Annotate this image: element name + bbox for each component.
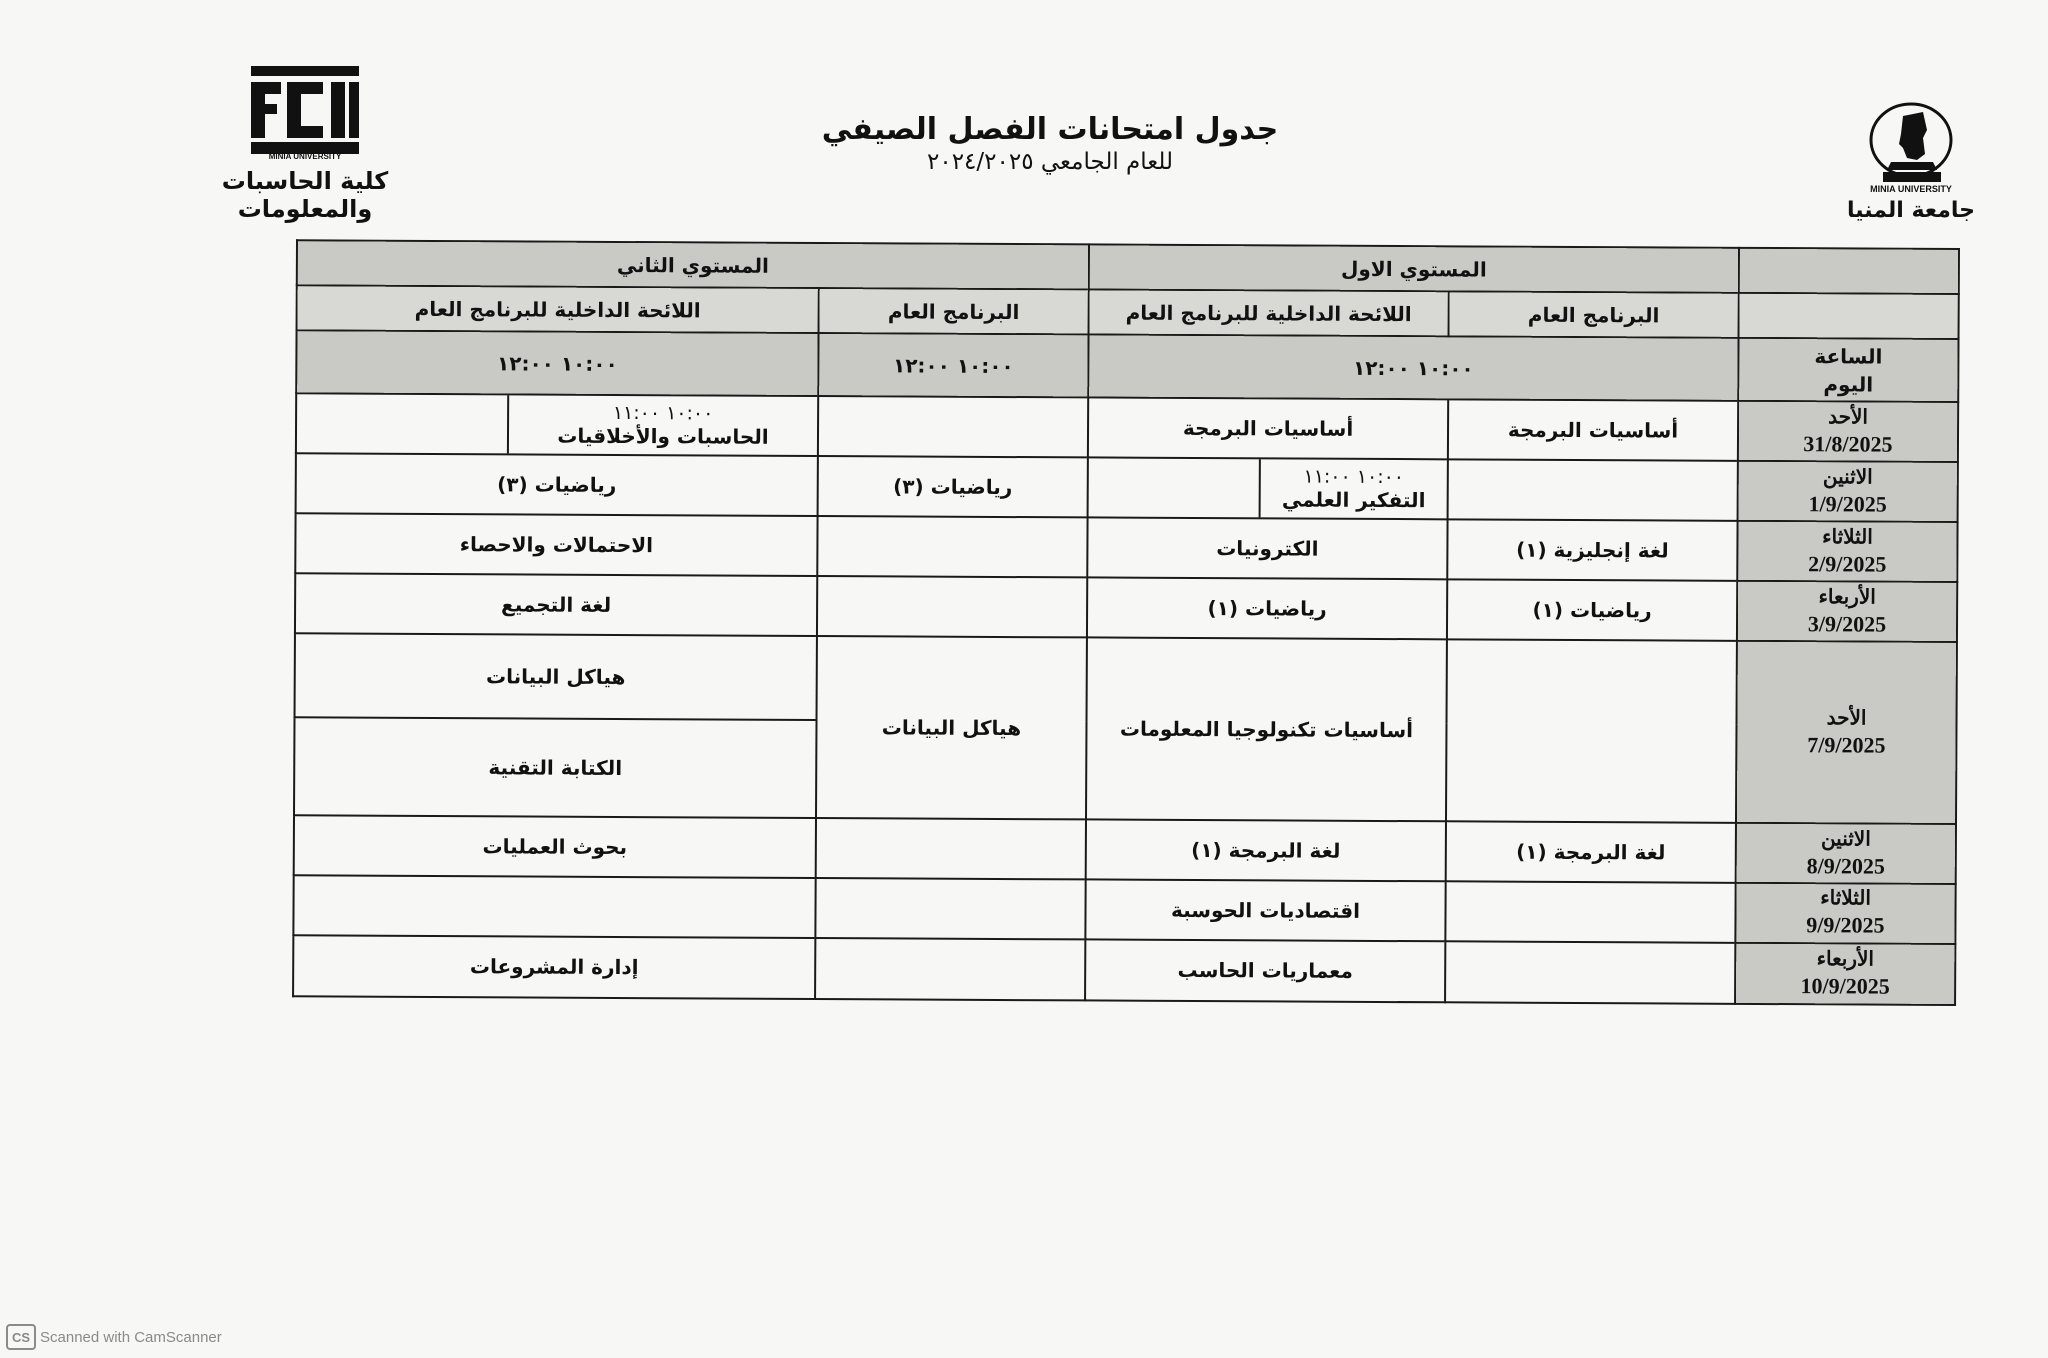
day-name: الأربعاء [1818, 585, 1876, 609]
empty-subcell [1089, 459, 1259, 518]
day-date: 9/9/2025 [1806, 912, 1885, 939]
l1-internal-cell: أساسيات تكنولوجيا المعلومات [1086, 637, 1447, 821]
l2-internal-cell-a: هياكل البيانات [295, 633, 817, 720]
l2-internal-cell: لغة التجميع [295, 573, 817, 636]
day-name: الاثنين [1822, 466, 1873, 489]
day-date: 1/9/2025 [1808, 491, 1887, 517]
l2-general-cell [816, 818, 1086, 879]
hour-label: الساعة [1814, 343, 1883, 369]
l2-general-cell [817, 516, 1087, 577]
fci-logo-icon [245, 62, 365, 158]
table-row [296, 394, 1958, 463]
l1-general-cell [1445, 881, 1735, 942]
day-date: 8/9/2025 [1806, 852, 1885, 879]
l1-internal-cell: أساسيات البرمجة [1088, 398, 1448, 460]
l2-internal-cell-b: الكتابة التقنية [294, 717, 817, 818]
l2-internal-subject: الحاسبات والأخلاقيات [557, 424, 769, 450]
document-title [810, 112, 1290, 175]
nefertiti-emblem-icon [1863, 98, 1959, 188]
l2-general-time-slot: ١٠:٠٠ ١٢:٠٠ [818, 333, 1088, 398]
l2-general-cell [815, 878, 1085, 939]
camscanner-icon: CS [6, 1324, 36, 1350]
empty-subcell [297, 395, 507, 454]
l1-internal-cell: معماريات الحاسب [1085, 939, 1445, 1002]
l1-general-cell: لغة إنجليزية (١) [1447, 519, 1737, 580]
l2-internal-cell: الاحتمالات والاحصاء [295, 513, 817, 576]
table-row [295, 633, 1957, 726]
l1-internal-header: اللائحة الداخلية للبرنامج العام [1089, 289, 1449, 336]
university-name: جامعة المنيا [1847, 198, 1975, 223]
l1-internal-cell: رياضيات (١) [1087, 577, 1447, 639]
exam-schedule-table [292, 239, 1960, 1006]
l2-general-cell [815, 938, 1085, 1001]
day-name: الاثنين [1820, 827, 1871, 851]
l1-general-cell [1448, 460, 1738, 521]
header-row-times [296, 330, 1958, 402]
faculty-logo [170, 62, 440, 223]
l1-internal-cell [1088, 458, 1448, 520]
corner-cell [1739, 248, 1959, 294]
day-date: 3/9/2025 [1807, 610, 1887, 637]
l1-general-header: البرنامج العام [1449, 291, 1739, 338]
level1-header: المستوي الاول [1089, 244, 1739, 292]
hour-day-cell [1738, 338, 1958, 403]
day-date: 7/9/2025 [1807, 731, 1886, 758]
day-date: 2/9/2025 [1808, 550, 1887, 577]
day-cell [1738, 401, 1958, 462]
faculty-logo-subtext: MINIA UNIVERSITY [268, 152, 342, 161]
l2-internal-cell [296, 394, 818, 457]
l1-general-cell [1446, 639, 1737, 823]
l2-internal-time-slot: ١٠:٠٠ ١٢:٠٠ [296, 330, 818, 396]
table-row [294, 815, 1956, 884]
title-sub: للعام الجامعي ٢٠٢٤/٢٠٢٥ [926, 149, 1173, 175]
l2-general-header: البرنامج العام [819, 288, 1089, 334]
day-cell [1737, 521, 1957, 582]
day-date: 10/9/2025 [1800, 973, 1890, 999]
l2-internal-cell: بحوث العمليات [294, 815, 816, 878]
scanner-text: Scanned with CamScanner [40, 1328, 222, 1346]
table-row [296, 454, 1958, 523]
day-name: الأربعاء [1816, 948, 1875, 971]
cell-time: ١٠:٠٠ ١١:٠٠ [1303, 465, 1405, 489]
day-label: اليوم [1823, 371, 1874, 397]
l2-general-cell: هياكل البيانات [816, 636, 1087, 819]
scanner-watermark [6, 1324, 222, 1350]
day-cell [1736, 823, 1956, 884]
l1-general-cell [1445, 941, 1735, 1004]
level2-header: المستوي الثاني [297, 240, 1089, 289]
l2-general-cell [818, 396, 1088, 457]
l2-internal-header: اللائحة الداخلية للبرنامج العام [297, 285, 819, 333]
l1-general-cell: رياضيات (١) [1447, 579, 1737, 640]
day-name: الثلاثاء [1822, 526, 1873, 549]
day-name: الأحد [1826, 706, 1867, 730]
l1-time-slot: ١٠:٠٠ ١٢:٠٠ [1088, 334, 1738, 401]
l2-internal-cell: إدارة المشروعات [293, 935, 815, 999]
corner-cell-2 [1739, 293, 1959, 339]
university-logo-text: MINIA UNIVERSITY [1870, 184, 1952, 194]
l2-internal-cell: رياضيات (٣) [296, 454, 818, 517]
day-name: الثلاثاء [1820, 887, 1871, 910]
l2-general-cell [817, 576, 1087, 637]
l1-internal-subject: التفكير العلمي [1281, 487, 1426, 513]
day-cell [1736, 641, 1957, 824]
university-logo [1836, 98, 1986, 223]
l1-internal-cell: اقتصاديات الحوسبة [1085, 879, 1445, 941]
table-row [293, 875, 1955, 944]
day-name: الأحد [1828, 406, 1869, 429]
cell-time: ١٠:٠٠ ١١:٠٠ [612, 402, 714, 425]
l1-internal-cell: الكترونيات [1087, 518, 1447, 580]
l2-general-cell: رياضيات (٣) [818, 456, 1088, 517]
day-cell [1735, 883, 1955, 944]
l1-general-cell: لغة البرمجة (١) [1446, 821, 1736, 882]
table-row [293, 935, 1955, 1005]
l2-internal-cell [293, 875, 815, 938]
faculty-name: كلية الحاسبات والمعلومات [221, 167, 389, 223]
title-main: جدول امتحانات الفصل الصيفي [821, 112, 1279, 147]
day-cell [1738, 461, 1958, 522]
table-row [295, 513, 1957, 582]
table-row [295, 573, 1957, 642]
day-cell [1737, 581, 1957, 642]
l1-internal-cell: لغة البرمجة (١) [1086, 819, 1446, 881]
day-cell [1735, 942, 1955, 1005]
day-date: 31/8/2025 [1803, 431, 1893, 457]
l1-general-cell: أساسيات البرمجة [1448, 400, 1738, 461]
